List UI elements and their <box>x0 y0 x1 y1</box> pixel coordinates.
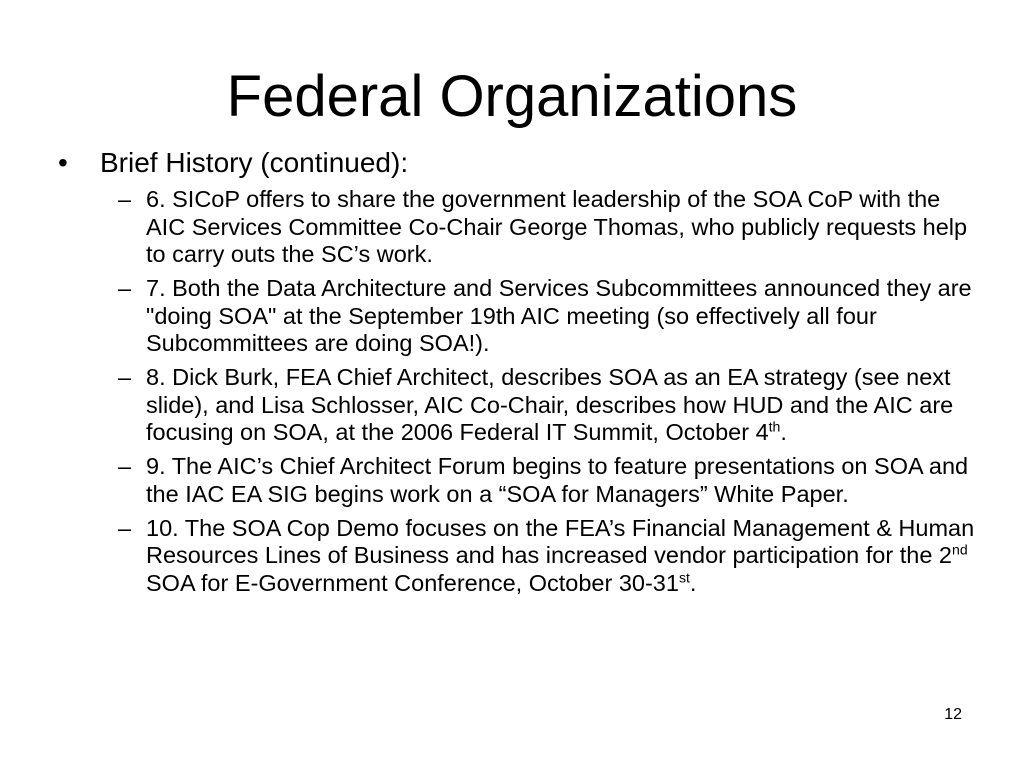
dash-marker: – <box>118 186 132 212</box>
dash-marker: – <box>118 275 132 301</box>
item-text: 8. Dick Burk, FEA Chief Architect, describes SOA as an EA strategy (see next slide), and Lisa Schlosser, AIC Co-Chair, describes how HUD and the AIC are focusing on SOA, at the 2006 Federal IT Summit, October 4 <box>146 364 954 445</box>
item-text: 10. The SOA Cop Demo focuses on the FEA’s Financial Management & Human Resources Lines of Business and has increased vendor participation for the 2 <box>146 514 975 568</box>
bullet-brief-history <box>58 146 408 180</box>
item-text-wrap <box>146 364 978 447</box>
bullet-text: Brief History (continued): <box>100 147 409 178</box>
list-item <box>118 364 978 447</box>
item-text: 7. Both the Data Architecture and Services Subcommittees announced they are "doing SOA" at the September 19th AIC meeting (so effectively all four Subcommittees are doing SOA!). <box>146 275 972 356</box>
list-item <box>118 453 978 508</box>
item-tail: . <box>780 419 787 445</box>
bullet-dot: • <box>58 147 68 178</box>
item-text: 9. The AIC’s Chief Architect Forum begins to feature presentations on SOA and the IAC EA SIG begins work on a “SOA for Managers” White Paper. <box>146 453 969 507</box>
dash-marker: – <box>118 514 132 541</box>
ordinal-suffix: th <box>768 418 781 435</box>
list-item <box>118 515 978 598</box>
item-text-wrap <box>146 515 978 598</box>
dash-marker: – <box>118 364 132 390</box>
slide-title: Federal Organizations <box>226 64 798 129</box>
page-number: 12 <box>944 706 962 723</box>
item-text-continued: SOA for E-Government Conference, October 30-31 <box>146 569 679 596</box>
ordinal-suffix: nd <box>952 541 968 558</box>
item-text: 6. SICoP offers to share the government leadership of the SOA CoP with the AIC Services Committee Co-Chair George Thomas, who publicly requests help to carry outs the SC’s work. <box>146 186 968 267</box>
list-item <box>118 275 978 358</box>
dash-marker: – <box>118 453 132 479</box>
ordinal-suffix: st <box>678 569 690 586</box>
history-list <box>118 186 978 604</box>
list-item <box>118 186 978 269</box>
item-tail: . <box>689 569 697 596</box>
